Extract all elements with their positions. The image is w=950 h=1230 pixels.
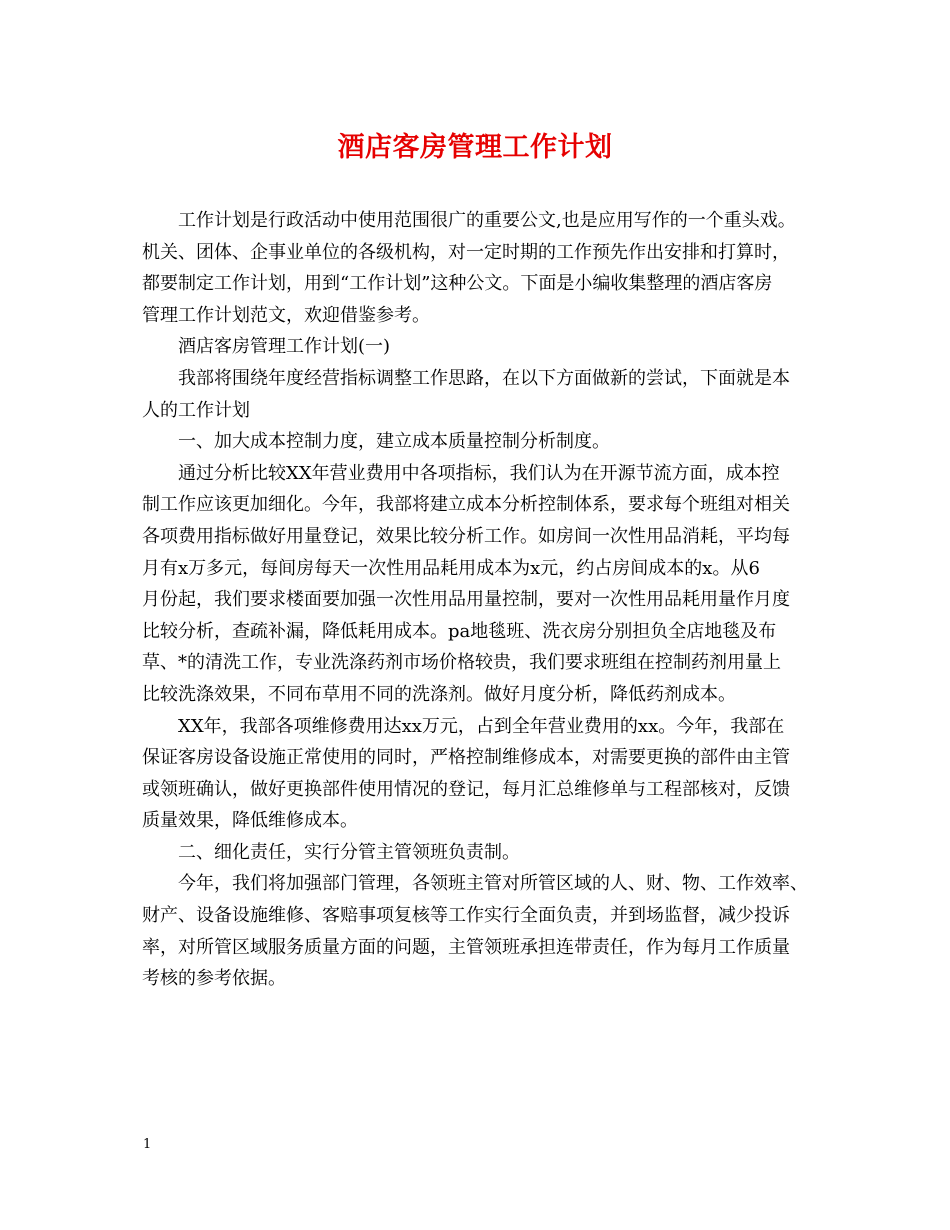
paragraph-line: 我部将围绕年度经营指标调整工作思路，在以下方面做新的尝试，下面就是本 xyxy=(178,367,790,389)
paragraph-intro xyxy=(142,205,842,331)
paragraph-plan-one-heading xyxy=(142,331,842,363)
page-number: 1 xyxy=(143,1137,152,1152)
paragraph-line: 月份起，我们要求楼面要加强一次性用品用量控制，要对一次性用品耗用量作月度 xyxy=(142,589,790,611)
paragraph-line: 月有x万多元，每间房每天一次性用品耗用成本为x元，约占房间成本的x。从6 xyxy=(142,557,760,579)
paragraph-line: 通过分析比较XX年营业费用中各项指标，我们认为在开源节流方面，成本控 xyxy=(178,462,780,484)
paragraph-line: XX年，我部各项维修费用达xx万元，占到全年营业费用的xx。今年，我部在 xyxy=(178,715,785,737)
paragraph-line: 都要制定工作计划，用到“工作计划”这种公文。下面是小编收集整理的酒店客房 xyxy=(142,273,773,295)
paragraph-line: 二、细化责任，实行分管主管领班负责制。 xyxy=(178,841,520,863)
document-body xyxy=(142,205,842,995)
paragraph-line: 机关、团体、企事业单位的各级机构，对一定时期的工作预先作出安排和打算时， xyxy=(142,241,790,263)
paragraph-line: 草、*的清洗工作，专业洗涤药剂市场价格较贵，我们要求班组在控制药剂用量上 xyxy=(142,652,781,674)
paragraph-line: 率，对所管区域服务质量方面的问题，主管领班承担连带责任，作为每月工作质量 xyxy=(142,936,790,958)
paragraph-line: 酒店客房管理工作计划(一) xyxy=(178,336,391,358)
paragraph-line: 管理工作计划范文，欢迎借鉴参考。 xyxy=(142,304,430,326)
document-title: 酒店客房管理工作计划 xyxy=(337,132,613,163)
paragraph-line: 一、加大成本控制力度，建立成本质量控制分析制度。 xyxy=(178,431,610,453)
paragraph-section-one-body-2 xyxy=(142,711,842,837)
paragraph-line: 质量效果，降低维修成本。 xyxy=(142,810,358,832)
paragraph-line: 考核的参考依据。 xyxy=(142,968,286,990)
paragraph-line: 保证客房设备设施正常使用的同时，严格控制维修成本，对需要更换的部件由主管 xyxy=(142,747,790,769)
paragraph-line: 比较洗涤效果，不同布草用不同的洗涤剂。做好月度分析，降低药剂成本。 xyxy=(142,683,736,705)
paragraph-plan-one-lead xyxy=(142,363,842,426)
paragraph-line: 财产、设备设施维修、客赔事项复核等工作实行全面负责，并到场监督，减少投诉 xyxy=(142,905,790,927)
paragraph-section-two-body xyxy=(142,868,842,994)
paragraph-line: 比较分析，查疏补漏，降低耗用成本。pa地毯班、洗衣房分别担负全店地毯及布 xyxy=(142,620,777,642)
paragraph-section-one-heading xyxy=(142,426,842,458)
paragraph-line: 人的工作计划 xyxy=(142,399,250,421)
paragraph-line: 或领班确认，做好更换部件使用情况的登记，每月汇总维修单与工程部核对，反馈 xyxy=(142,778,790,800)
paragraph-line: 各项费用指标做好用量登记，效果比较分析工作。如房间一次性用品消耗，平均每 xyxy=(142,525,790,547)
paragraph-line: 今年，我们将加强部门管理，各领班主管对所管区域的人、财、物、工作效率、 xyxy=(178,873,808,895)
paragraph-line: 制工作应该更加细化。今年，我部将建立成本分析控制体系，要求每个班组对相关 xyxy=(142,494,790,516)
paragraph-section-one-body-1 xyxy=(142,458,842,711)
paragraph-section-two-heading xyxy=(142,837,842,869)
paragraph-line: 工作计划是行政活动中使用范围很广的重要公文,也是应用写作的一个重头戏。 xyxy=(178,210,796,231)
